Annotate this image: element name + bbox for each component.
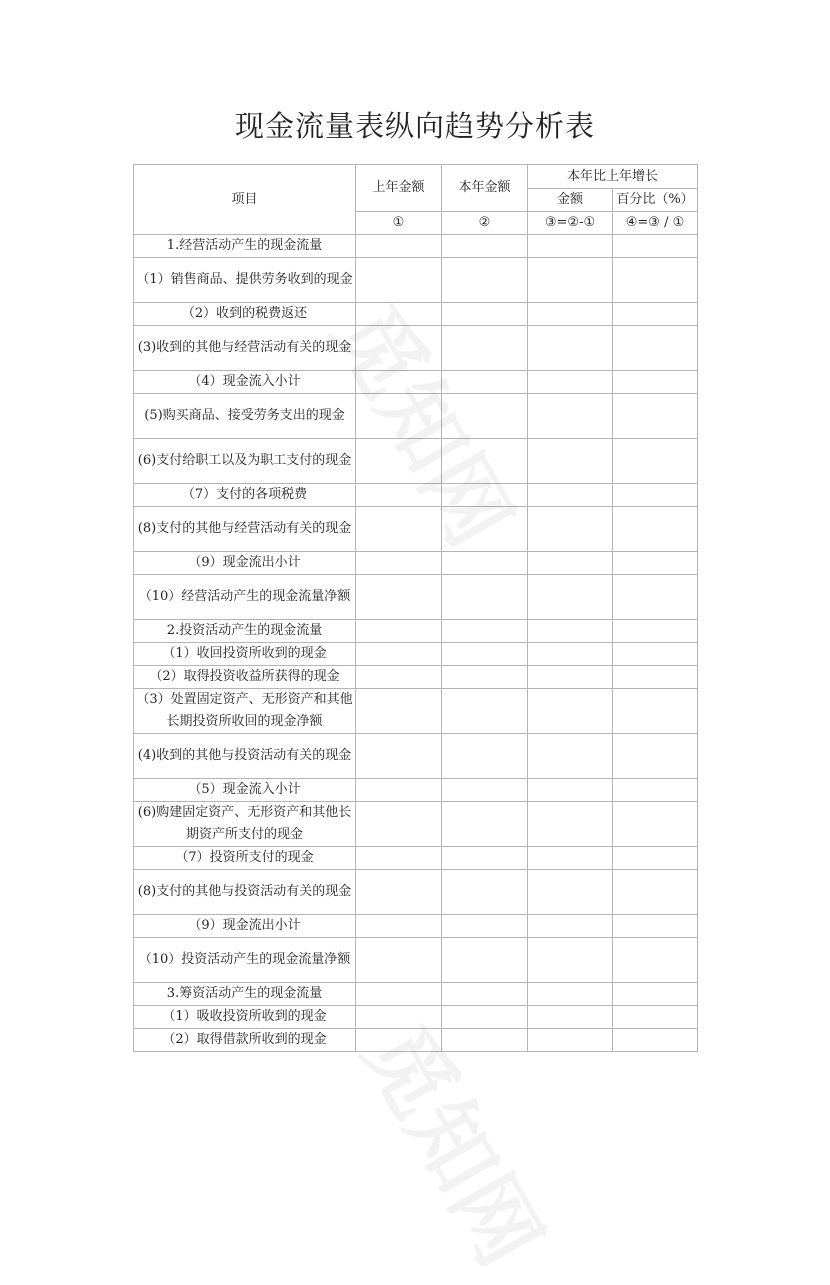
cell-growth-percent[interactable] — [613, 915, 698, 938]
row-label: （2）取得投资收益所获得的现金 — [134, 666, 356, 689]
row-label: (6)购建固定资产、无形资产和其他长期资产所支付的现金 — [134, 802, 356, 847]
cell-growth-percent[interactable] — [613, 779, 698, 802]
cell-growth-percent[interactable] — [613, 575, 698, 620]
header-this-year: 本年金额 — [442, 165, 528, 212]
cell-growth-amount[interactable] — [528, 1006, 613, 1029]
row-label: （9）现金流出小计 — [134, 915, 356, 938]
cell-this-year[interactable] — [442, 507, 528, 552]
cell-this-year[interactable] — [442, 326, 528, 371]
cell-this-year[interactable] — [442, 303, 528, 326]
row-label: (5)购买商品、接受劳务支出的现金 — [134, 394, 356, 439]
cell-this-year[interactable] — [442, 235, 528, 258]
cell-growth-percent[interactable] — [613, 643, 698, 666]
cell-this-year[interactable] — [442, 643, 528, 666]
table-row — [134, 303, 698, 326]
cell-growth-percent[interactable] — [613, 666, 698, 689]
cell-growth-amount[interactable] — [528, 552, 613, 575]
cell-last-year[interactable] — [356, 847, 442, 870]
cell-this-year[interactable] — [442, 734, 528, 779]
row-label: （5）现金流入小计 — [134, 779, 356, 802]
cell-growth-percent[interactable] — [613, 507, 698, 552]
table-row — [134, 915, 698, 938]
cell-last-year[interactable] — [356, 802, 442, 847]
cell-growth-amount[interactable] — [528, 689, 613, 734]
table-row — [134, 575, 698, 620]
cell-growth-amount[interactable] — [528, 235, 613, 258]
cell-last-year[interactable] — [356, 1006, 442, 1029]
cell-last-year[interactable] — [356, 870, 442, 915]
cell-growth-amount[interactable] — [528, 371, 613, 394]
table-row — [134, 371, 698, 394]
cell-growth-amount[interactable] — [528, 575, 613, 620]
cell-last-year[interactable] — [356, 734, 442, 779]
cell-last-year[interactable] — [356, 303, 442, 326]
cell-last-year[interactable] — [356, 439, 442, 484]
cell-growth-amount[interactable] — [528, 915, 613, 938]
table-row — [134, 620, 698, 643]
cell-this-year[interactable] — [442, 915, 528, 938]
cell-last-year[interactable] — [356, 1029, 442, 1052]
cell-this-year[interactable] — [442, 870, 528, 915]
watermark: 觅知网 — [344, 1009, 560, 1283]
cell-growth-amount[interactable] — [528, 938, 613, 983]
cell-growth-amount[interactable] — [528, 484, 613, 507]
table-row — [134, 983, 698, 1006]
cell-growth-percent[interactable] — [613, 1006, 698, 1029]
table-row — [134, 643, 698, 666]
table-row — [134, 258, 698, 303]
cell-growth-amount[interactable] — [528, 326, 613, 371]
cell-growth-percent[interactable] — [613, 734, 698, 779]
cell-growth-percent[interactable] — [613, 371, 698, 394]
row-label: 2.投资活动产生的现金流量 — [134, 620, 356, 643]
table-row — [134, 326, 698, 371]
cell-last-year[interactable] — [356, 484, 442, 507]
cell-growth-amount[interactable] — [528, 620, 613, 643]
cell-last-year[interactable] — [356, 689, 442, 734]
table-row — [134, 802, 698, 847]
cell-last-year[interactable] — [356, 620, 442, 643]
cell-this-year[interactable] — [442, 847, 528, 870]
cell-last-year[interactable] — [356, 507, 442, 552]
cell-this-year[interactable] — [442, 552, 528, 575]
cell-growth-percent[interactable] — [613, 258, 698, 303]
cell-this-year[interactable] — [442, 666, 528, 689]
cell-growth-amount[interactable] — [528, 507, 613, 552]
cell-this-year[interactable] — [442, 484, 528, 507]
table-row — [134, 1006, 698, 1029]
row-label: 3.筹资活动产生的现金流量 — [134, 983, 356, 1006]
header-growth: 本年比上年增长 — [528, 165, 698, 189]
watermark: 觅知网 — [314, 289, 530, 563]
cell-this-year[interactable] — [442, 439, 528, 484]
cell-last-year[interactable] — [356, 938, 442, 983]
cell-this-year[interactable] — [442, 938, 528, 983]
cell-growth-percent[interactable] — [613, 303, 698, 326]
row-label: 1.经营活动产生的现金流量 — [134, 235, 356, 258]
row-label: （1）吸收投资所收到的现金 — [134, 1006, 356, 1029]
cell-last-year[interactable] — [356, 779, 442, 802]
cell-growth-percent[interactable] — [613, 235, 698, 258]
table-row — [134, 552, 698, 575]
row-label: （2）收到的税费返还 — [134, 303, 356, 326]
cell-growth-amount[interactable] — [528, 394, 613, 439]
row-label: （2）取得借款所收到的现金 — [134, 1029, 356, 1052]
cell-this-year[interactable] — [442, 1029, 528, 1052]
header-last-year: 上年金额 — [356, 165, 442, 212]
table-row — [134, 870, 698, 915]
cell-this-year[interactable] — [442, 779, 528, 802]
cell-growth-amount[interactable] — [528, 439, 613, 484]
cell-this-year[interactable] — [442, 983, 528, 1006]
cell-growth-amount[interactable] — [528, 643, 613, 666]
cell-last-year[interactable] — [356, 326, 442, 371]
cell-growth-percent[interactable] — [613, 484, 698, 507]
row-label: (3)收到的其他与经营活动有关的现金 — [134, 326, 356, 371]
cell-growth-amount[interactable] — [528, 303, 613, 326]
cell-growth-percent[interactable] — [613, 552, 698, 575]
header-index-2: ② — [442, 212, 528, 235]
table-row — [134, 439, 698, 484]
cash-flow-analysis-table — [133, 164, 698, 1052]
cell-last-year[interactable] — [356, 394, 442, 439]
cell-growth-percent[interactable] — [613, 938, 698, 983]
header-index-4: ④=③ / ① — [613, 212, 698, 235]
table-row — [134, 666, 698, 689]
cell-growth-percent[interactable] — [613, 439, 698, 484]
cell-growth-percent[interactable] — [613, 326, 698, 371]
table-row — [134, 484, 698, 507]
row-label: （3）处置固定资产、无形资产和其他长期投资所收回的现金净额 — [134, 689, 356, 734]
cell-last-year[interactable] — [356, 371, 442, 394]
cell-this-year[interactable] — [442, 689, 528, 734]
cell-last-year[interactable] — [356, 915, 442, 938]
cell-this-year[interactable] — [442, 394, 528, 439]
header-item: 项目 — [134, 165, 356, 235]
cell-last-year[interactable] — [356, 258, 442, 303]
cell-growth-amount[interactable] — [528, 258, 613, 303]
cell-growth-amount[interactable] — [528, 847, 613, 870]
cell-this-year[interactable] — [442, 575, 528, 620]
table-row — [134, 1029, 698, 1052]
cell-growth-percent[interactable] — [613, 620, 698, 643]
cell-growth-percent[interactable] — [613, 802, 698, 847]
cell-growth-amount[interactable] — [528, 870, 613, 915]
cell-this-year[interactable] — [442, 1006, 528, 1029]
table-row — [134, 847, 698, 870]
cell-this-year[interactable] — [442, 802, 528, 847]
row-label: （7）投资所支付的现金 — [134, 847, 356, 870]
cell-last-year[interactable] — [356, 983, 442, 1006]
header-growth-percent: 百分比（%） — [613, 189, 698, 212]
row-label: （1）销售商品、提供劳务收到的现金 — [134, 258, 356, 303]
cell-this-year[interactable] — [442, 371, 528, 394]
row-label: （10）经营活动产生的现金流量净额 — [134, 575, 356, 620]
cell-growth-percent[interactable] — [613, 1029, 698, 1052]
header-index-1: ① — [356, 212, 442, 235]
table-row — [134, 779, 698, 802]
cell-growth-amount[interactable] — [528, 1029, 613, 1052]
header-growth-amount: 金额 — [528, 189, 613, 212]
cell-growth-percent[interactable] — [613, 847, 698, 870]
cell-growth-percent[interactable] — [613, 983, 698, 1006]
cell-growth-amount[interactable] — [528, 983, 613, 1006]
row-label: （1）收回投资所收到的现金 — [134, 643, 356, 666]
table-row — [134, 394, 698, 439]
cell-this-year[interactable] — [442, 258, 528, 303]
table-row — [134, 689, 698, 734]
page-title: 现金流量表纵向趋势分析表 — [234, 109, 595, 143]
row-label: (6)支付给职工以及为职工支付的现金 — [134, 439, 356, 484]
table-row — [134, 938, 698, 983]
cell-growth-percent[interactable] — [613, 870, 698, 915]
cell-this-year[interactable] — [442, 620, 528, 643]
cell-last-year[interactable] — [356, 666, 442, 689]
row-label: （9）现金流出小计 — [134, 552, 356, 575]
row-label: (8)支付的其他与投资活动有关的现金 — [134, 870, 356, 915]
row-label: （7）支付的各项税费 — [134, 484, 356, 507]
table-row — [134, 235, 698, 258]
cell-growth-percent[interactable] — [613, 394, 698, 439]
row-label: （4）现金流入小计 — [134, 371, 356, 394]
cell-last-year[interactable] — [356, 552, 442, 575]
cell-last-year[interactable] — [356, 235, 442, 258]
cell-last-year[interactable] — [356, 575, 442, 620]
cell-growth-amount[interactable] — [528, 802, 613, 847]
row-label: (4)收到的其他与投资活动有关的现金 — [134, 734, 356, 779]
table-row — [134, 734, 698, 779]
table-row — [134, 507, 698, 552]
row-label: (8)支付的其他与经营活动有关的现金 — [134, 507, 356, 552]
cell-growth-amount[interactable] — [528, 666, 613, 689]
header-index-3: ③=②-① — [528, 212, 613, 235]
cell-last-year[interactable] — [356, 643, 442, 666]
cell-growth-amount[interactable] — [528, 779, 613, 802]
cell-growth-amount[interactable] — [528, 734, 613, 779]
row-label: （10）投资活动产生的现金流量净额 — [134, 938, 356, 983]
cell-growth-percent[interactable] — [613, 689, 698, 734]
